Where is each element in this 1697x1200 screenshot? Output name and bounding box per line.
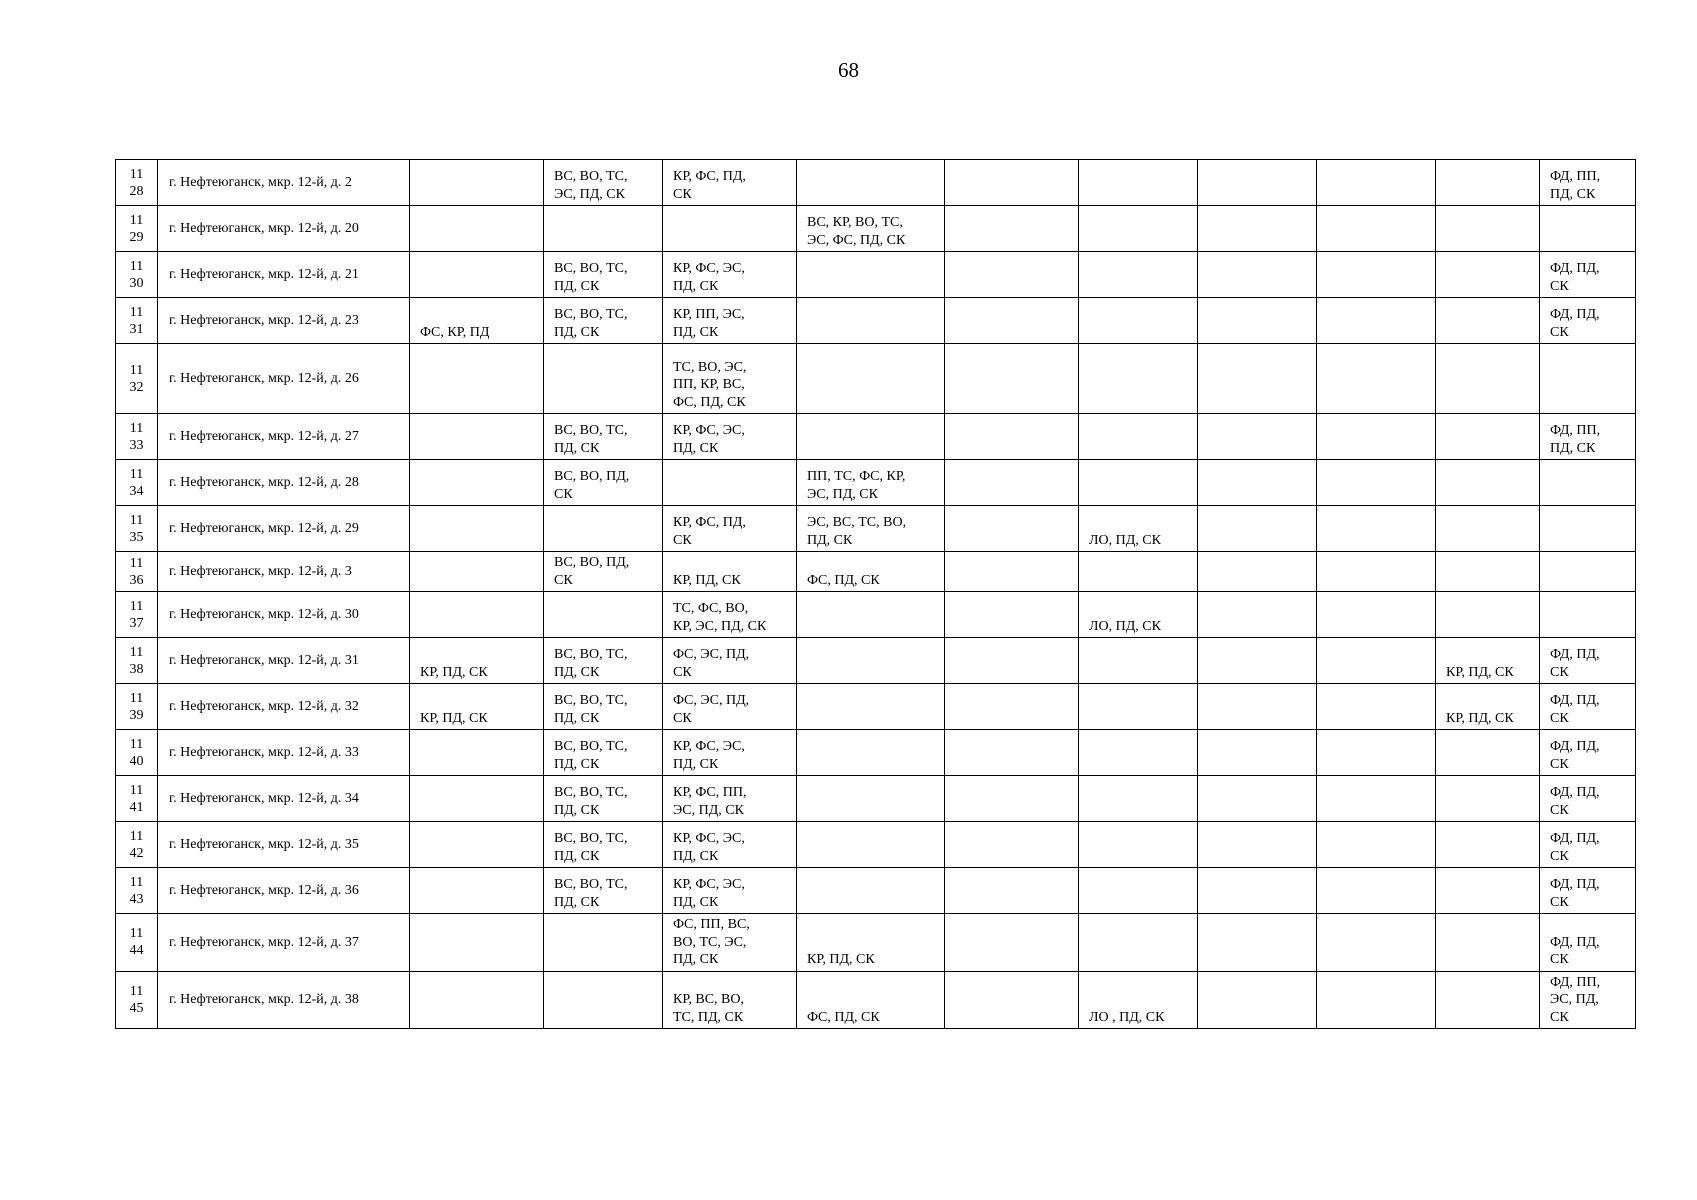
work-type-cell (797, 252, 945, 298)
work-type-cell: КР, ФС, ЭС, ПД, СК (663, 252, 797, 298)
work-type-cell: КР, ФС, ЭС, ПД, СК (663, 414, 797, 460)
work-type-cell (1079, 914, 1198, 972)
address-cell: г. Нефтеюганск, мкр. 12-й, д. 20 (158, 206, 410, 252)
work-type-cell (945, 160, 1079, 206)
work-type-cell (1317, 160, 1436, 206)
work-type-cell: ВС, ВО, ТС, ЭС, ПД, СК (544, 160, 663, 206)
address-cell: г. Нефтеюганск, мкр. 12-й, д. 33 (158, 730, 410, 776)
work-type-cell (1436, 552, 1540, 592)
work-type-cell (410, 776, 544, 822)
work-type-cell (1198, 914, 1317, 972)
row-number-cell: 11 43 (116, 868, 158, 914)
work-type-cell (945, 344, 1079, 414)
work-type-cell (797, 684, 945, 730)
table-row (116, 868, 1636, 914)
work-type-cell (1317, 206, 1436, 252)
work-type-cell (1317, 592, 1436, 638)
work-type-cell (1540, 552, 1636, 592)
work-type-cell (410, 460, 544, 506)
table-row (116, 638, 1636, 684)
address-cell: г. Нефтеюганск, мкр. 12-й, д. 28 (158, 460, 410, 506)
work-type-cell (544, 592, 663, 638)
work-type-cell (797, 822, 945, 868)
work-type-cell (1198, 414, 1317, 460)
work-type-cell: ФД, ПД, СК (1540, 822, 1636, 868)
work-type-cell (1198, 206, 1317, 252)
work-type-cell (1079, 344, 1198, 414)
work-type-cell (1079, 160, 1198, 206)
work-type-cell (1317, 868, 1436, 914)
work-type-cell (1198, 298, 1317, 344)
work-type-cell (1317, 344, 1436, 414)
work-type-cell (945, 776, 1079, 822)
work-type-cell (945, 206, 1079, 252)
row-number-cell: 11 31 (116, 298, 158, 344)
work-type-cell: КР, ПП, ЭС, ПД, СК (663, 298, 797, 344)
row-number-cell: 11 29 (116, 206, 158, 252)
row-number-cell: 11 42 (116, 822, 158, 868)
work-type-cell (1436, 971, 1540, 1029)
work-type-cell (1540, 592, 1636, 638)
work-type-cell: КР, ФС, ЭС, ПД, СК (663, 822, 797, 868)
work-type-cell (544, 206, 663, 252)
work-type-cell (663, 206, 797, 252)
work-type-cell (1079, 252, 1198, 298)
work-type-cell (1317, 298, 1436, 344)
work-type-cell: ФС, ЭС, ПД, СК (663, 684, 797, 730)
work-type-cell: КР, ПД, СК (797, 914, 945, 972)
work-type-cell: КР, ФС, ЭС, ПД, СК (663, 868, 797, 914)
work-type-cell (1198, 506, 1317, 552)
work-type-cell (945, 592, 1079, 638)
work-type-cell: ЛО , ПД, СК (1079, 971, 1198, 1029)
work-type-cell: КР, ПД, СК (410, 684, 544, 730)
work-type-cell (797, 298, 945, 344)
work-type-cell (1436, 822, 1540, 868)
address-cell: г. Нефтеюганск, мкр. 12-й, д. 37 (158, 914, 410, 972)
work-type-cell: ФД, ПП, ПД, СК (1540, 414, 1636, 460)
work-type-cell (1436, 414, 1540, 460)
address-cell: г. Нефтеюганск, мкр. 12-й, д. 2 (158, 160, 410, 206)
work-type-cell (1317, 252, 1436, 298)
work-type-cell (410, 822, 544, 868)
work-type-cell (945, 638, 1079, 684)
work-type-cell (1317, 638, 1436, 684)
work-type-cell (1198, 684, 1317, 730)
work-type-cell (1079, 414, 1198, 460)
work-type-cell (1317, 552, 1436, 592)
work-type-cell (797, 344, 945, 414)
row-number-cell: 11 41 (116, 776, 158, 822)
page-number: 68 (838, 58, 859, 82)
row-number-cell: 11 45 (116, 971, 158, 1029)
table-row (116, 344, 1636, 414)
work-type-cell (410, 414, 544, 460)
work-type-cell (945, 730, 1079, 776)
work-type-cell: ТС, ВО, ЭС, ПП, КР, ВС, ФС, ПД, СК (663, 344, 797, 414)
work-type-cell (1317, 914, 1436, 972)
work-type-cell: ТС, ФС, ВО, КР, ЭС, ПД, СК (663, 592, 797, 638)
work-type-cell: ВС, ВО, ТС, ПД, СК (544, 822, 663, 868)
row-number-cell: 11 37 (116, 592, 158, 638)
address-cell: г. Нефтеюганск, мкр. 12-й, д. 29 (158, 506, 410, 552)
work-type-cell (410, 730, 544, 776)
work-type-cell (1436, 914, 1540, 972)
work-type-cell (1436, 506, 1540, 552)
row-number-cell: 11 38 (116, 638, 158, 684)
work-type-cell (410, 914, 544, 972)
work-type-cell: ЛО, ПД, СК (1079, 506, 1198, 552)
table-row (116, 971, 1636, 1029)
work-type-cell (1198, 638, 1317, 684)
work-type-cell (410, 592, 544, 638)
work-type-cell: КР, ФС, ПП, ЭС, ПД, СК (663, 776, 797, 822)
work-type-cell (663, 460, 797, 506)
work-type-cell (410, 206, 544, 252)
work-type-cell: КР, ФС, ПД, СК (663, 506, 797, 552)
work-type-cell (1198, 971, 1317, 1029)
table-row (116, 776, 1636, 822)
work-type-cell (1436, 298, 1540, 344)
table-row (116, 298, 1636, 344)
work-type-cell: ФС, ПД, СК (797, 552, 945, 592)
work-type-cell (1317, 776, 1436, 822)
work-type-cell (1436, 344, 1540, 414)
table-row (116, 160, 1636, 206)
work-type-cell (410, 160, 544, 206)
table-row (116, 552, 1636, 592)
work-type-cell: ФД, ПД, СК (1540, 298, 1636, 344)
work-type-cell (1436, 868, 1540, 914)
table-row (116, 914, 1636, 972)
address-cell: г. Нефтеюганск, мкр. 12-й, д. 38 (158, 971, 410, 1029)
work-type-cell (1436, 460, 1540, 506)
work-type-cell (1317, 506, 1436, 552)
work-type-cell (1079, 552, 1198, 592)
work-type-cell (945, 506, 1079, 552)
table-row (116, 460, 1636, 506)
work-type-cell (1198, 160, 1317, 206)
work-type-cell (544, 506, 663, 552)
address-cell: г. Нефтеюганск, мкр. 12-й, д. 31 (158, 638, 410, 684)
work-type-cell (797, 868, 945, 914)
table-row (116, 592, 1636, 638)
row-number-cell: 11 44 (116, 914, 158, 972)
work-type-cell (1079, 822, 1198, 868)
row-number-cell: 11 34 (116, 460, 158, 506)
work-type-cell (1540, 206, 1636, 252)
work-type-cell: ВС, ВО, ПД, СК (544, 552, 663, 592)
work-type-cell: ВС, КР, ВО, ТС, ЭС, ФС, ПД, СК (797, 206, 945, 252)
address-cell: г. Нефтеюганск, мкр. 12-й, д. 34 (158, 776, 410, 822)
work-type-cell (1079, 684, 1198, 730)
work-type-cell (1079, 776, 1198, 822)
table-row (116, 206, 1636, 252)
work-type-cell (1198, 776, 1317, 822)
work-type-cell (1317, 730, 1436, 776)
address-cell: г. Нефтеюганск, мкр. 12-й, д. 3 (158, 552, 410, 592)
work-type-cell (410, 506, 544, 552)
work-type-cell (945, 684, 1079, 730)
work-type-cell (1317, 460, 1436, 506)
work-type-cell: ФС, КР, ПД (410, 298, 544, 344)
work-type-cell: КР, ВС, ВО, ТС, ПД, СК (663, 971, 797, 1029)
work-type-cell: ФД, ПП, ЭС, ПД, СК (1540, 971, 1636, 1029)
row-number-cell: 11 36 (116, 552, 158, 592)
table-row (116, 684, 1636, 730)
work-schedule-table (115, 159, 1636, 1029)
work-type-cell (1436, 252, 1540, 298)
work-type-cell (1540, 344, 1636, 414)
address-cell: г. Нефтеюганск, мкр. 12-й, д. 21 (158, 252, 410, 298)
work-type-cell (1198, 460, 1317, 506)
work-type-cell (410, 552, 544, 592)
work-type-cell: ВС, ВО, ТС, ПД, СК (544, 252, 663, 298)
address-cell: г. Нефтеюганск, мкр. 12-й, д. 36 (158, 868, 410, 914)
work-type-cell (1540, 460, 1636, 506)
work-type-cell (945, 822, 1079, 868)
work-type-cell: ФД, ПД, СК (1540, 914, 1636, 972)
work-type-cell (1198, 252, 1317, 298)
work-type-cell (1079, 460, 1198, 506)
work-type-cell (945, 552, 1079, 592)
work-type-cell: ВС, ВО, ТС, ПД, СК (544, 298, 663, 344)
row-number-cell: 11 40 (116, 730, 158, 776)
work-type-cell (1198, 344, 1317, 414)
work-type-cell: КР, ФС, ПД, СК (663, 160, 797, 206)
address-cell: г. Нефтеюганск, мкр. 12-й, д. 26 (158, 344, 410, 414)
work-type-cell (945, 460, 1079, 506)
work-type-cell (797, 730, 945, 776)
work-type-cell: ВС, ВО, ТС, ПД, СК (544, 684, 663, 730)
table-row (116, 414, 1636, 460)
work-type-cell (1198, 822, 1317, 868)
row-number-cell: 11 35 (116, 506, 158, 552)
work-type-cell (1317, 414, 1436, 460)
work-type-cell (1317, 822, 1436, 868)
work-type-cell: ВС, ВО, ПД, СК (544, 460, 663, 506)
work-type-cell (544, 971, 663, 1029)
address-cell: г. Нефтеюганск, мкр. 12-й, д. 27 (158, 414, 410, 460)
work-type-cell (945, 252, 1079, 298)
address-cell: г. Нефтеюганск, мкр. 12-й, д. 23 (158, 298, 410, 344)
work-type-cell (1079, 206, 1198, 252)
work-type-cell: КР, ПД, СК (663, 552, 797, 592)
work-type-cell: ФД, ПД, СК (1540, 684, 1636, 730)
work-type-cell (1436, 206, 1540, 252)
work-type-cell (1436, 592, 1540, 638)
work-type-cell (1436, 776, 1540, 822)
work-type-cell: КР, ФС, ЭС, ПД, СК (663, 730, 797, 776)
work-type-cell: ФС, ПД, СК (797, 971, 945, 1029)
table-row (116, 822, 1636, 868)
work-type-cell (1079, 868, 1198, 914)
work-type-cell (1540, 506, 1636, 552)
work-type-cell (1317, 684, 1436, 730)
work-type-cell (410, 971, 544, 1029)
work-type-cell: ВС, ВО, ТС, ПД, СК (544, 730, 663, 776)
work-type-cell: ФС, ПП, ВС, ВО, ТС, ЭС, ПД, СК (663, 914, 797, 972)
work-type-cell: ВС, ВО, ТС, ПД, СК (544, 638, 663, 684)
work-type-cell (945, 971, 1079, 1029)
work-type-cell: ФД, ПД, СК (1540, 776, 1636, 822)
work-type-cell: ЛО, ПД, СК (1079, 592, 1198, 638)
work-type-cell (797, 414, 945, 460)
table-row (116, 506, 1636, 552)
work-type-cell: ВС, ВО, ТС, ПД, СК (544, 414, 663, 460)
work-type-cell: ФД, ПП, ПД, СК (1540, 160, 1636, 206)
work-type-cell: ПП, ТС, ФС, КР, ЭС, ПД, СК (797, 460, 945, 506)
work-type-cell (1436, 730, 1540, 776)
work-type-cell: ФС, ЭС, ПД, СК (663, 638, 797, 684)
address-cell: г. Нефтеюганск, мкр. 12-й, д. 30 (158, 592, 410, 638)
work-type-cell (945, 868, 1079, 914)
work-type-cell (544, 914, 663, 972)
work-type-cell (797, 638, 945, 684)
work-type-cell (1198, 552, 1317, 592)
work-type-cell: ФД, ПД, СК (1540, 730, 1636, 776)
row-number-cell: 11 30 (116, 252, 158, 298)
work-type-cell (1079, 730, 1198, 776)
address-cell: г. Нефтеюганск, мкр. 12-й, д. 32 (158, 684, 410, 730)
work-type-cell (410, 252, 544, 298)
row-number-cell: 11 33 (116, 414, 158, 460)
work-type-cell (945, 914, 1079, 972)
work-type-cell (1079, 298, 1198, 344)
address-cell: г. Нефтеюганск, мкр. 12-й, д. 35 (158, 822, 410, 868)
row-number-cell: 11 39 (116, 684, 158, 730)
work-type-cell (797, 160, 945, 206)
work-type-cell (410, 868, 544, 914)
row-number-cell: 11 28 (116, 160, 158, 206)
work-type-cell: ЭС, ВС, ТС, ВО, ПД, СК (797, 506, 945, 552)
work-type-cell: КР, ПД, СК (1436, 638, 1540, 684)
work-type-cell: ФД, ПД, СК (1540, 868, 1636, 914)
work-type-cell: КР, ПД, СК (410, 638, 544, 684)
work-type-cell (797, 776, 945, 822)
work-type-cell: ФД, ПД, СК (1540, 252, 1636, 298)
work-type-cell: ФД, ПД, СК (1540, 638, 1636, 684)
work-type-cell (945, 414, 1079, 460)
work-type-cell (1198, 730, 1317, 776)
table-row (116, 730, 1636, 776)
work-type-cell (945, 298, 1079, 344)
table-row (116, 252, 1636, 298)
work-type-cell (544, 344, 663, 414)
work-type-cell (1198, 868, 1317, 914)
work-type-cell (410, 344, 544, 414)
work-type-cell (1436, 160, 1540, 206)
work-type-cell: ВС, ВО, ТС, ПД, СК (544, 868, 663, 914)
work-type-cell (1198, 592, 1317, 638)
work-type-cell (1079, 638, 1198, 684)
work-type-cell (1317, 971, 1436, 1029)
work-type-cell: КР, ПД, СК (1436, 684, 1540, 730)
work-type-cell (797, 592, 945, 638)
row-number-cell: 11 32 (116, 344, 158, 414)
work-type-cell: ВС, ВО, ТС, ПД, СК (544, 776, 663, 822)
